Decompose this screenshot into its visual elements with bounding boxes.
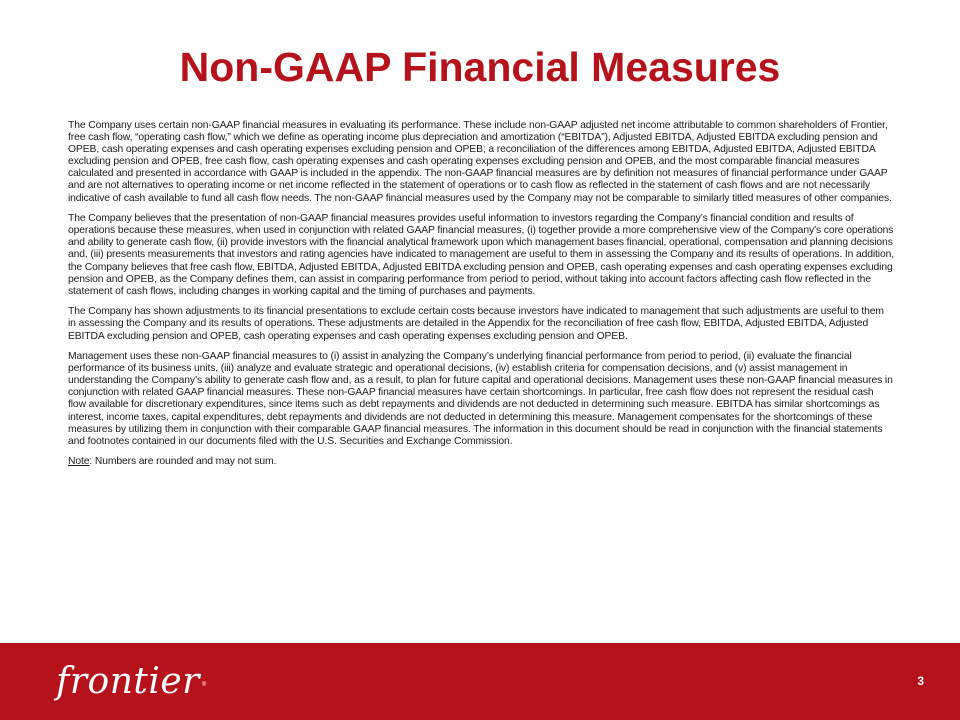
note-label: Note: [68, 456, 90, 468]
page-title: Non-GAAP Financial Measures: [179, 44, 781, 90]
paragraph: The Company believes that the presentation of non-GAAP financial measures provides useful information to investors regarding the Company’s financial condition and results of operations because these measures, when used in conjunction with related GAAP financial measures, (i) together provide a more comprehensive view of the Company’s core operations and ability to generate cash flow, (ii) provide investors with the financial analytical framework upon which management bases financial, operational, compensation and planning decisions and, (iii) presents measurements that investors and rating agencies have indicated to management are useful to them in assessing the Company and its results of operations. In addition, the Company believes that free cash flow, EBITDA, Adjusted EBITDA, Adjusted EBITDA excluding pension and OPEB, cash operating expenses and cash operating expenses excluding pension and OPEB, as the Company defines them, can assist in comparing performance from period to period, without taking into account factors affecting cash flow reflected in the statement of cash flows, including changes in working capital and the timing of purchases and payments.: [68, 213, 895, 297]
paragraph: The Company uses certain non-GAAP financial measures in evaluating its performance. These include non-GAAP adjusted net income attributable to common shareholders of Frontier, free cash flow, “operating cash flow,” which we define as operating income plus depreciation and amortization (“EBITDA”), Adjusted EBITDA, Adjusted EBITDA excluding pension and OPEB, cash operating expenses and cash operating expenses excluding pension and OPEB; a reconciliation of the differences among EBITDA, Adjusted EBITDA, Adjusted EBITDA excluding pension and OPEB, free cash flow, cash operating expenses and cash operating expenses excluding pension and OPEB, and the most comparable financial measures calculated and presented in accordance with GAAP is included in the appendix. The non-GAAP financial measures are by definition not measures of financial performance under GAAP and are not alternatives to operating income or net income reflected in the statement of operations or to cash flow as reflected in the statement of cash flows and are not necessarily indicative of cash available to fund all cash flow needs. The non-GAAP financial measures used by the Company may not be comparable to similarly titled measures of other companies.: [68, 120, 892, 204]
note-text: : Numbers are rounded and may not sum.: [89, 456, 277, 468]
logo-wordmark: frontier: [56, 660, 200, 702]
frontier-logo: [56, 651, 206, 711]
paragraph: Management uses these non-GAAP financial measures to (i) assist in analyzing the Company’s underlying financial performance from period to period, (ii) evaluate the financial performance of its business units, (iii) analyze and evaluate strategic and operational decisions, (iv) establish criteria for compensation decisions, and (v) assist management in understanding the Company’s ability to generate cash flow and, as a result, to plan for future capital and operational decisions. Management uses these non-GAAP financial measures in conjunction with related GAAP financial measures. These non-GAAP financial measures have certain shortcomings. In particular, free cash flow does not represent the residual cash flow available for discretionary expenditures, since items such as debt repayments and dividends are not deducted in determining such measure. EBITDA has similar shortcomings as interest, income taxes, capital expenditures, debt repayments and dividends are not deducted in determining this measure. Management compensates for the shortcomings of these measures by utilizing them in conjunction with their comparable GAAP financial measures. The information in this document should be read in conjunction with the financial statements and footnotes contained in our documents filed with the U.S. Securities and Exchange Commission.: [68, 351, 893, 447]
body-text: [68, 120, 894, 477]
paragraph: The Company has shown adjustments to its financial presentations to exclude certain costs because investors have indicated to management that such adjustments are useful to them in assessing the Company and its results of operations. These adjustments are detailed in the Appendix for the reconciliation of free cash flow, EBITDA, Adjusted EBITDA, Adjusted EBITDA excluding pension and OPEB, cash operating expenses and cash operating expenses excluding pension and OPEB.: [68, 306, 884, 342]
page-number: 3: [917, 674, 924, 688]
registered-mark: ®: [201, 682, 207, 688]
note: [68, 456, 894, 468]
footer-bar: [0, 643, 960, 720]
